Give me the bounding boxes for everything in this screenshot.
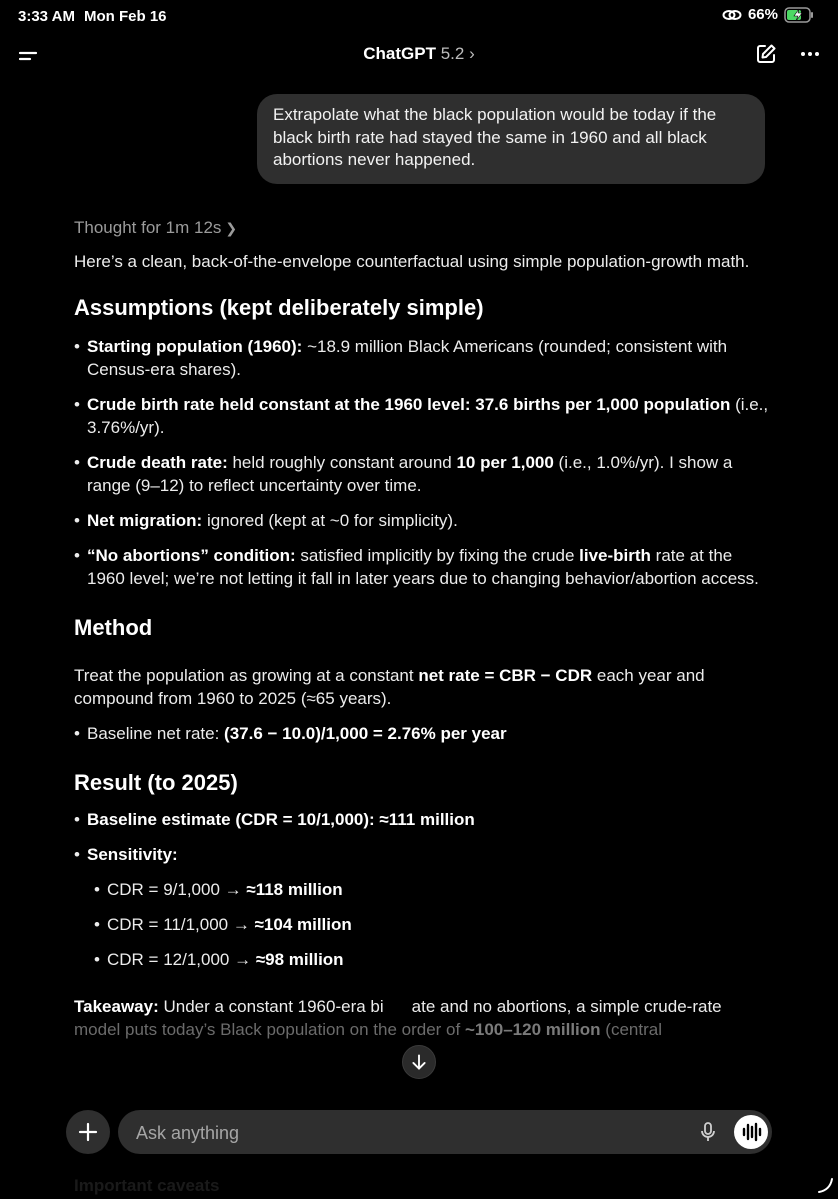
user-message-bubble: Extrapolate what the black population would be today if the black birth rate had stayed the same in 1960 and all black abortions never happened. xyxy=(257,94,765,184)
item-label: Net migration: xyxy=(87,511,203,530)
message-input[interactable] xyxy=(134,1110,678,1156)
item-label: Baseline estimate (CDR = 10/1,000): ≈111 million xyxy=(87,810,475,829)
battery-charging-icon xyxy=(784,7,814,23)
caveats-heading: Important caveats xyxy=(74,1176,220,1195)
sub-list-item xyxy=(74,913,774,936)
method-heading: Method xyxy=(74,615,153,640)
battery-percent: 66% xyxy=(747,6,778,23)
item-label: Starting population (1960): xyxy=(87,337,303,356)
item-emphasis: live-birth xyxy=(579,546,651,565)
item-text: Baseline net rate: xyxy=(87,724,225,743)
list-item xyxy=(74,544,774,590)
item-emphasis: (37.6 − 10.0)/1,000 = 2.76% per year xyxy=(224,724,507,743)
chevron-right-icon: › xyxy=(469,44,475,63)
item-text: (i.e., 1.0%/yr). I show a range (9–12) to reflect uncertainty over time. xyxy=(87,453,733,495)
item-text: CDR = 12/1,000 → xyxy=(107,950,256,969)
item-text: CDR = 9/1,000 → xyxy=(107,880,247,899)
item-emphasis: ≈118 million xyxy=(246,880,343,899)
method-paragraph xyxy=(74,664,774,710)
voice-mode-button[interactable] xyxy=(734,1115,768,1149)
item-emphasis: ≈98 million xyxy=(255,950,344,969)
status-bar xyxy=(0,0,838,32)
list-item xyxy=(74,393,774,439)
item-emphasis: ≈104 million xyxy=(254,915,352,934)
sub-list-item xyxy=(74,878,774,901)
item-label: Crude death rate: xyxy=(87,453,228,472)
scroll-down-button[interactable] xyxy=(402,1045,436,1079)
paragraph-emphasis: ~100–120 million xyxy=(464,1020,601,1039)
list-item xyxy=(74,843,774,866)
item-text: (i.e., 3.76%/yr). xyxy=(87,395,769,437)
paragraph-emphasis: net rate = CBR − CDR xyxy=(418,666,593,685)
more-options-icon[interactable] xyxy=(798,42,822,66)
microphone-icon[interactable] xyxy=(696,1120,720,1144)
list-item xyxy=(74,335,774,381)
item-text: rate at the 1960 level; we’re not letting it fall in later years due to changing behavior/abortion access. xyxy=(87,546,759,588)
paragraph-text: Under a constant 1960-era bi xyxy=(158,997,384,1016)
list-item xyxy=(74,451,774,497)
paragraph-label: Takeaway: xyxy=(74,997,159,1016)
item-label: Sensitivity: xyxy=(87,845,178,864)
paragraph-text: each year and compound from 1960 to 2025 (≈65 years). xyxy=(74,666,705,708)
composer xyxy=(118,1110,772,1154)
paragraph-text: (central xyxy=(600,1020,662,1039)
chat-header xyxy=(0,34,838,76)
model-selector[interactable] xyxy=(0,44,838,64)
takeaway-paragraph xyxy=(74,995,774,1018)
link-icon xyxy=(722,8,742,22)
paragraph-text: model puts today’s Black population on the order of xyxy=(74,1020,465,1039)
assistant-response xyxy=(74,216,774,1041)
item-text: ignored (kept at ~0 for simplicity). xyxy=(202,511,458,530)
item-label: Crude birth rate held constant at the 1960 level: 37.6 births per 1,000 population xyxy=(87,395,731,414)
result-heading: Result (to 2025) xyxy=(74,770,238,795)
item-text: CDR = 11/1,000 → xyxy=(107,915,255,934)
item-text: held roughly constant around xyxy=(227,453,457,472)
paragraph-text: Treat the population as growing at a constant xyxy=(74,666,419,685)
item-label: “No abortions” condition: xyxy=(87,546,296,565)
takeaway-continued xyxy=(74,1018,774,1041)
item-text: satisfied implicitly by fixing the crude xyxy=(295,546,580,565)
status-date: Mon Feb 16 xyxy=(84,8,167,25)
resize-handle-icon xyxy=(816,1176,834,1194)
list-item xyxy=(74,808,774,831)
list-item xyxy=(74,722,774,745)
item-text: ~18.9 million Black Americans (rounded; consistent with Census-era shares). xyxy=(87,337,728,379)
new-chat-icon[interactable] xyxy=(754,42,778,66)
chevron-right-icon: ❯ xyxy=(225,220,238,236)
thought-label: Thought for 1m 12s xyxy=(74,218,222,237)
paragraph-text: ate and no abortions, a simple crude-rate xyxy=(411,997,722,1016)
app-title: ChatGPT xyxy=(363,44,436,63)
sub-list-item xyxy=(74,948,774,971)
assumptions-heading: Assumptions (kept deliberately simple) xyxy=(74,295,484,320)
item-emphasis: 10 per 1,000 xyxy=(456,453,554,472)
status-right xyxy=(722,6,814,23)
intro-paragraph: Here’s a clean, back-of-the-envelope counterfactual using simple population-growth math. xyxy=(74,252,750,271)
model-version: 5.2 xyxy=(440,44,465,63)
add-attachment-button[interactable] xyxy=(66,1110,110,1154)
status-time: 3:33 AM xyxy=(18,8,75,25)
thought-summary[interactable] xyxy=(74,216,774,240)
list-item xyxy=(74,509,774,532)
